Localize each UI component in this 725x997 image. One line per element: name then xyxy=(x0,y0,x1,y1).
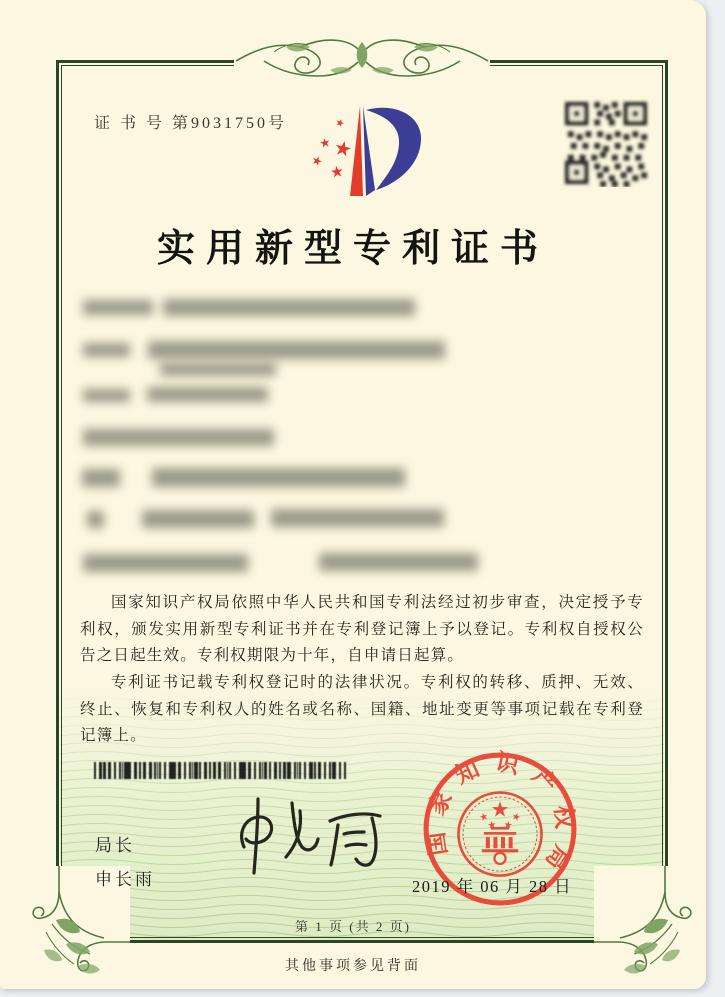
redacted-field xyxy=(152,468,405,487)
redacted-field xyxy=(83,429,274,446)
redacted-field xyxy=(83,389,130,402)
director-title: 局长 xyxy=(95,836,135,855)
redacted-field xyxy=(163,299,415,316)
redacted-field xyxy=(82,469,120,487)
redacted-field xyxy=(142,510,254,528)
page-indicator: 第 1 页 (共 2 页) xyxy=(295,919,411,934)
national-emblem-icon xyxy=(458,793,541,876)
director-name: 申长雨 xyxy=(95,870,155,889)
redacted-field xyxy=(87,511,104,528)
legal-text-block xyxy=(80,590,644,750)
redacted-field xyxy=(319,553,478,571)
barcode xyxy=(94,762,346,779)
border-ornament-top-icon xyxy=(234,30,490,92)
certificate-number: 证 书 号 第9031750号 xyxy=(94,115,288,132)
certificate-title: 实用新型专利证书 xyxy=(156,228,549,270)
director-signature xyxy=(214,789,402,881)
redacted-field xyxy=(147,387,268,402)
seal-date: 2019 年 06 月 28 日 xyxy=(412,877,573,896)
redacted-field xyxy=(148,341,445,359)
cnipa-logo-icon xyxy=(296,102,434,204)
director-block xyxy=(95,831,155,899)
legal-paragraph-1: 国家知识产权局依照中华人民共和国专利法经过初步审查，决定授予专利权，颁发实用新型专利证书并在专利登记簿上予以登记。专利权自授权公告之日起生效。专利权期限为十年，自申请日起算。 xyxy=(80,594,644,665)
legal-paragraph-2: 专利证书记载专利权登记时的法律状况。专利权的转移、质押、无效、终止、恢复和专利权人的姓名或名称、国籍、地址变更等事项记载在专利登记簿上。 xyxy=(80,673,644,745)
redacted-field xyxy=(83,300,153,315)
seal-org-text: 国家知识产权局 xyxy=(421,749,578,886)
back-side-note: 其他事项参见背面 xyxy=(285,959,421,974)
redacted-field xyxy=(271,509,444,527)
redacted-field xyxy=(160,363,276,376)
redacted-field xyxy=(83,343,130,357)
redacted-field xyxy=(83,554,248,572)
qr-code xyxy=(562,99,650,187)
